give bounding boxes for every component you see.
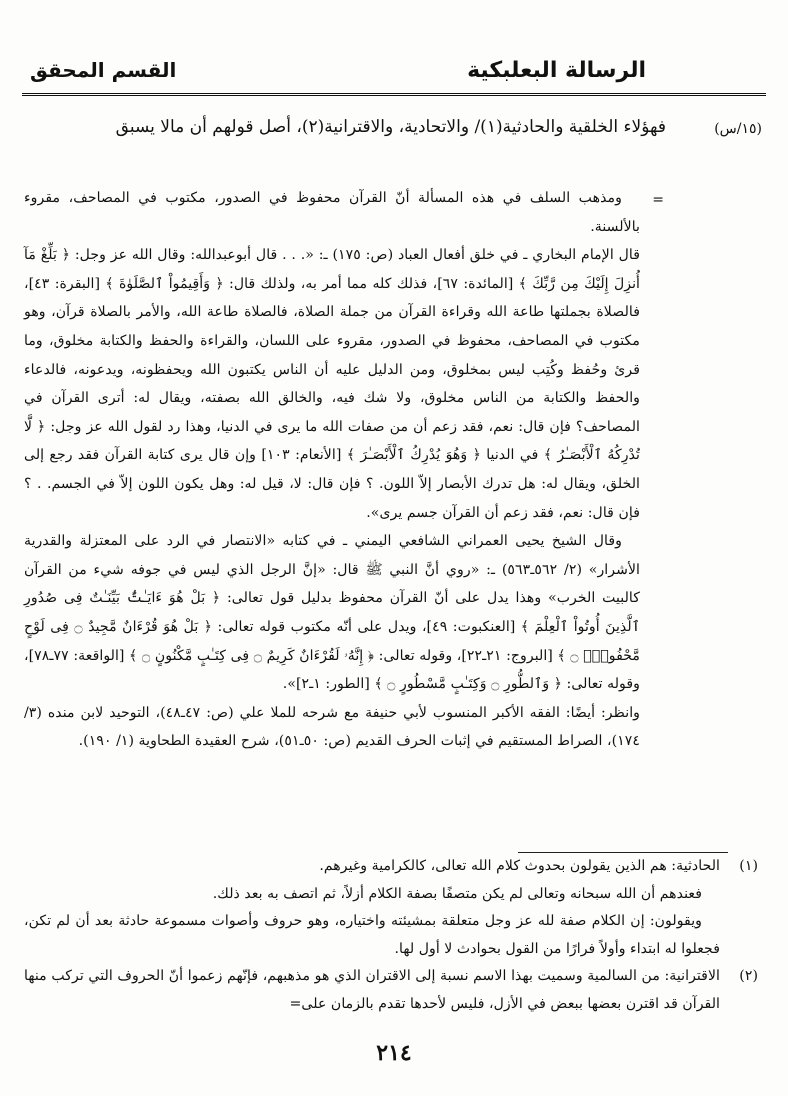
header-rule <box>22 93 766 96</box>
footnote-2 <box>24 963 764 1018</box>
footnote-text: فعندهم أن الله سبحانه وتعالى لم يكن متصفًا بصفة الكلام أزلاً، ثم اتصف به بعد ذلك. <box>212 885 702 902</box>
footnote-number: (٢) <box>739 968 758 984</box>
footnote-paragraph: وقال الشيخ يحيى العمراني الشافعي اليمني ـ في كتابه «الانتصار في الرد على المعتزلة والقدرية الأشرار» (٢/ ٥٦٢ـ٥٦٣) ـ: «روي أنَّ النبي ﷺ قال: «إنَّ الرجل الذي ليس في جوفه شيء من القرآن كالبيت الخرب» وهذا يدل على أنّ القرآن محفوظ بدليل قول تعالى: ﴿ بَلْ هُوَ ءَايَـٰتٌۢ بَيِّنَـٰتٌ فِى صُدُورِ ٱلَّذِينَ أُوتُواْ ٱلْعِلْمَ ﴾ [العنكبوت: ٤٩]، ويدل على أنّه مكتوب قوله تعالى: ﴿ بَلْ هُوَ قُرْءَانٌ مَّجِيدٌ ۝ فِى لَوْحٍ مَّحْفُوظٍۭ ۝ ﴾ [البروج: ٢١ـ٢٢]، وقوله تعالى: ﴿ إِنَّهُۥ لَقُرْءَانٌ كَرِيمٌ ۝ فِى كِتَـٰبٍ مَّكْنُونٍ ۝ ﴾ [الواقعة: ٧٧ـ٧٨]، وقوله تعالى: ﴿ وَٱلطُّورِ ۝ وَكِتَـٰبٍ مَّسْطُورٍ ۝ ﴾ [الطور: ١ـ٢]». <box>24 533 641 693</box>
footnote-text: الاقترانية: من السالمية وسميت بهذا الاسم نسبة إلى الاقتران الذي هو مذهبهم، فإنّهم زعموا أنّ الحروف التي تركب منها القرآن قد اقترن بعضها ببعض في الأزل، فليس لأحدها تقدم بالزمان على= <box>24 968 720 1012</box>
page-header <box>22 52 766 96</box>
footnote-text: ويقولون: إن الكلام صفة لله عز وجل متعلقة بمشيئته واختياره، وهو حروف وأصوات مسموعة حادثة بعد أن لم تكن، فجعلوا له ابتداء وأولاً فرارًا من القول بحوادث لا أول لها. <box>24 913 720 957</box>
footnote-1 <box>24 853 764 963</box>
section-title: القسم المحقق <box>30 58 177 82</box>
footnote-paragraph: قال الإمام البخاري ـ في خلق أفعال العباد (ص: ١٧٥) ـ: «. . . قال أبوعبدالله: وقال الله عز وجل: ﴿ بَلِّغْ مَآ أُنزِلَ إِلَيْكَ مِن رَّبِّكَ ﴾ [المائدة: ٦٧]، فذلك كله مما أمر به، ولذلك قال: ﴿ وَأَقِيمُواْ ٱلصَّلَوٰةَ ﴾ [البقرة: ٤٣]، فالصلاة بجملتها طاعة الله وقراءة القرآن من جملة الصلاة، فالصلاة طاعة الله، والأمر بالصلاة قرآن، وهو مكتوب في المصاحف، محفوظ في الصدور، مقروء على اللسان، والقراءة والحفظ والكتابة مخلوق، وما قرئ وحُفظ وكُتِب ليس بمخلوق، ومن الدليل عليه أن الناس يكتبون الله ويحفظونه، ويدعونه، فالدعاء والحفظ والكتابة من الناس مخلوق، ولا شك فيه، والخالق الله بصفته، ويقال له: أترى القرآن في المصاحف؟ فإن قال: نعم، فقد زعم أن من صفات الله ما يرى في الدنيا، وهذا رد لقول الله عز وجل: ﴿ لَّا تُدْرِكُهُ ٱلْأَبْصَـٰرُ ﴾ في الدنيا ﴿ وَهُوَ يُدْرِكُ ٱلْأَبْصَـٰرَ ﴾ [الأنعام: ١٠٣] وإن قال يرى كتابة القرآن فقد رجع إلى الخلق، ويقال له: هل تدرك الأبصار إلاّ اللون. ؟ فإن قال: لا، قيل له: وهل يكون اللون إلاّ في الجسم. . ؟ فإن قال: نعم، فقد زعم أن القرآن جسم يرى». <box>24 247 640 521</box>
footnote-number: (١) <box>739 858 758 874</box>
continuation-mark: = <box>652 192 664 208</box>
footnote-paragraph: ومذهب السلف في هذه المسألة أنّ القرآن محفوظ في الصدور، مكتوب في المصاحف، مقروء بالألسنة. <box>24 190 640 235</box>
margin-reference: (١٥/س) <box>714 121 762 137</box>
main-text: فهؤلاء الخلقية والحادثية(١)/ والاتحادية، والاقترانية(٢)، أصل قولهم أن مالا يسبق <box>115 117 666 137</box>
page-number: ٢١٤ <box>376 1040 412 1066</box>
footnotes <box>24 853 764 1018</box>
continued-footnote <box>24 184 640 756</box>
book-title: الرسالة البعلبكية <box>467 58 646 83</box>
footnote-text: الحادثية: هم الذين يقولون بحدوث كلام الله تعالى، كالكرامية وغيرهم. <box>319 858 720 874</box>
footnote-paragraph: وانظر: أيضًا: الفقه الأكبر المنسوب لأبي حنيفة مع شرحه للملا علي (ص: ٤٧ـ٤٨)، التوحيد لابن منده (٣/ ١٧٤)، الصراط المستقيم في إثبات الحرف القديم (ص: ٥٠ـ٥١)، شرح العقيدة الطحاوية (١/ ١٩٠). <box>24 704 640 750</box>
